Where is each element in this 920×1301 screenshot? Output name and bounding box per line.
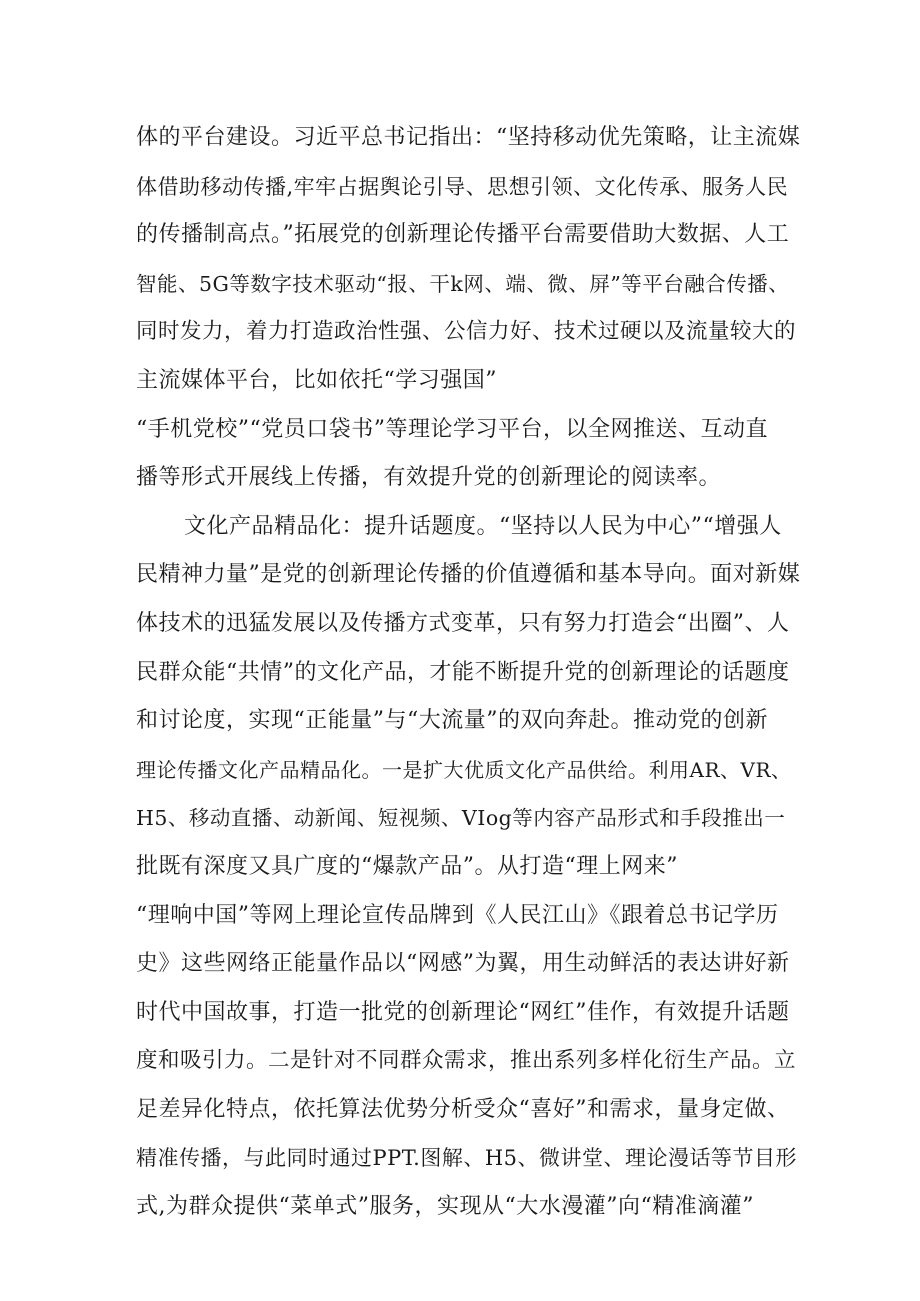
text-line: “理响中国”等网上理论宣传品牌到《人民江山》《跟着总书记学历 [136, 902, 779, 928]
text-line: H5、移动直播、动新闻、短视频、VIog等内容产品形式和手段推出一 [136, 806, 786, 831]
text-line: 智能、5G等数字技术驱动“报、干k网、端、微、屏”等平台融合传播、 [136, 271, 790, 296]
text-line: 式,为群众提供“菜单式”服务，实现从“大水漫灌”向“精准滴灌” [136, 1194, 754, 1220]
text-line: 理论传播文化产品精品化。一是扩大优质文化产品供给。利用AR、VR、 [136, 757, 792, 782]
text-line: 的传播制高点。”拓展党的创新理论传播平台需要借助大数据、人工 [136, 222, 790, 248]
body-text [136, 114, 800, 1232]
text-line: 体技术的迅猛发展以及传播方式变革，只有努力打造会“出圈”、人 [136, 610, 790, 636]
text-line: 主流媒体平台，比如依托“学习强国” [136, 367, 497, 393]
text-line: 足差异化特点，依托算法优势分析受众“喜好”和需求，量身定做、 [136, 1096, 790, 1122]
text-line: 史》这些网络正能量作品以“网感”为翼，用生动鲜活的表达讲好新 [136, 951, 790, 977]
text-line: 同时发力，着力打造政治性强、公信力好、技术过硬以及流量较大的 [136, 319, 797, 345]
text-line: 批既有深度又具广度的“爆款产品”。从打造“理上网来” [136, 853, 678, 879]
text-line: 度和吸引力。二是针对不同群众需求，推出系列多样化衍生产品。立 [136, 1048, 797, 1074]
text-line: 时代中国故事，打造一批党的创新理论“网红”佳作，有效提升话题 [136, 999, 790, 1025]
text-line: 播等形式开展线上传播，有效提升党的创新理论的阅读率。 [136, 465, 722, 491]
paragraph-start-line: 文化产品精品化：提升话题度。“坚持以人民为中心”“增强人 [184, 513, 782, 539]
text-line: 和讨论度，实现“正能量”与“大流量”的双向奔赴。推动党的创新 [136, 708, 768, 734]
text-line: 精准传播，与此同时通过PPT.图解、H5、微讲堂、理论漫话等节目形 [136, 1146, 798, 1171]
text-line: “手机党校”“党员口袋书”等理论学习平台，以全网推送、互动直 [136, 416, 768, 442]
text-line: 民群众能“共情”的文化产品，才能不断提升党的创新理论的话题度 [136, 659, 790, 685]
text-line: 体借助移动传播,牢牢占据舆论引导、思想引领、文化传承、服务人民 [136, 174, 789, 199]
text-line: 民精神力量”是党的创新理论传播的价值遵循和基本导向。面对新媒 [136, 562, 801, 588]
text-line: 体的平台建设。习近平总书记指出：“坚持移动优先策略，让主流媒 [136, 125, 801, 150]
